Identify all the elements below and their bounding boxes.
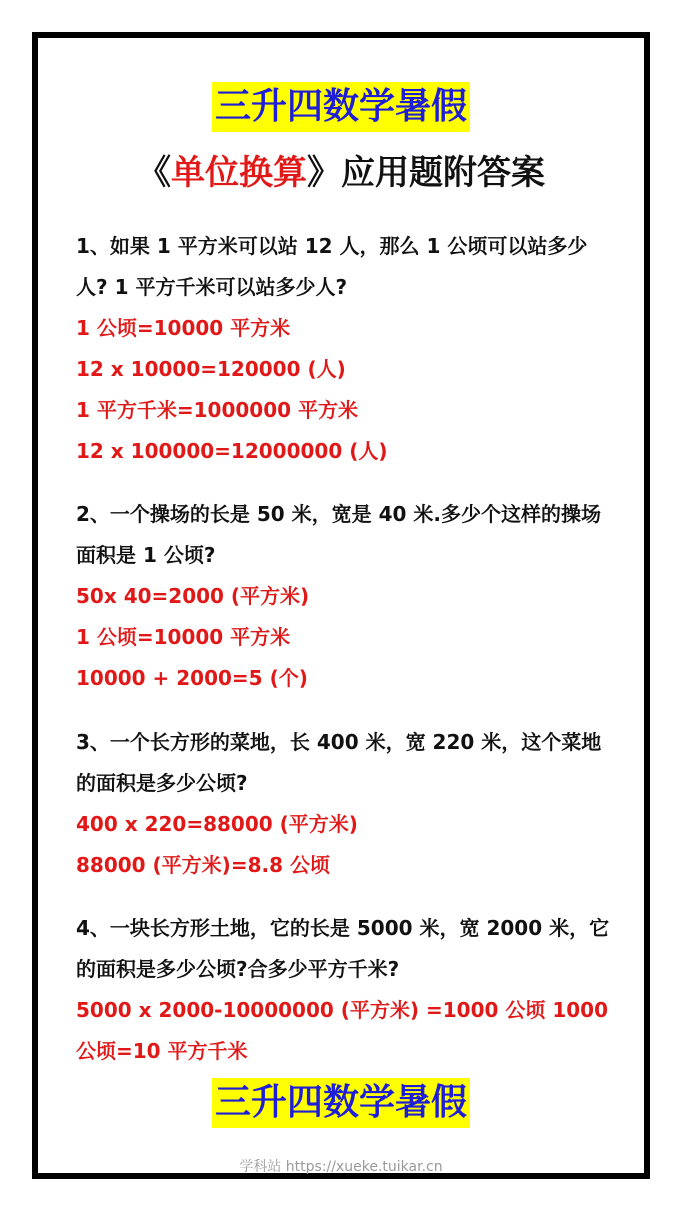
problem-question: 3、一个长方形的菜地，长 400 米，宽 220 米，这个菜地的面积是多少公顷?	[76, 730, 602, 795]
problem-4	[76, 908, 616, 1072]
problem-answer: 10000 + 2000=5 (个)	[76, 666, 308, 690]
page-title: 三升四数学暑假	[212, 82, 470, 132]
problem-3	[76, 722, 616, 886]
problem-answer: 50x 40=2000 (平方米)	[76, 584, 310, 608]
problem-question: 2、一个操场的长是 50 米，宽是 40 米.多少个这样的操场面积是 1 公顷?	[76, 502, 602, 567]
problem-answer: 1 公顷=10000 平方米	[76, 316, 291, 340]
page-subtitle	[38, 148, 644, 198]
problem-2	[76, 494, 616, 699]
problem-question: 4、一块长方形土地，它的长是 5000 米，宽 2000 米，它的面积是多少公顷?合多少平方千米?	[76, 916, 610, 981]
subtitle-highlight: 单位换算	[171, 153, 307, 193]
problem-answer: 400 x 220=88000 (平方米)	[76, 812, 358, 836]
problem-answer: 1 公顷=10000 平方米	[76, 625, 291, 649]
problem-answer: 12 x 10000=120000 (人)	[76, 357, 346, 381]
subtitle-open-bracket: 《	[137, 153, 171, 193]
problem-answer: 1 平方千米=1000000 平方米	[76, 398, 359, 422]
subtitle-rest: 》应用题附答案	[307, 153, 545, 193]
problem-question: 1、如果 1 平方米可以站 12 人，那么 1 公顷可以站多少人? 1 平方千米可以站多少人?	[76, 234, 588, 299]
bottom-title: 三升四数学暑假	[212, 1078, 470, 1128]
problem-answer: 88000 (平方米)=8.8 公顷	[76, 853, 330, 877]
page-frame	[32, 32, 650, 1179]
problem-1	[76, 226, 616, 472]
footer-watermark: 学科站 https://xueke.tuikar.cn	[239, 1159, 443, 1175]
problem-answer: 5000 x 2000-10000000 (平方米) =1000 公顷 1000 公顷=10 平方千米	[76, 998, 609, 1063]
problem-answer: 12 x 100000=12000000 (人)	[76, 439, 388, 463]
